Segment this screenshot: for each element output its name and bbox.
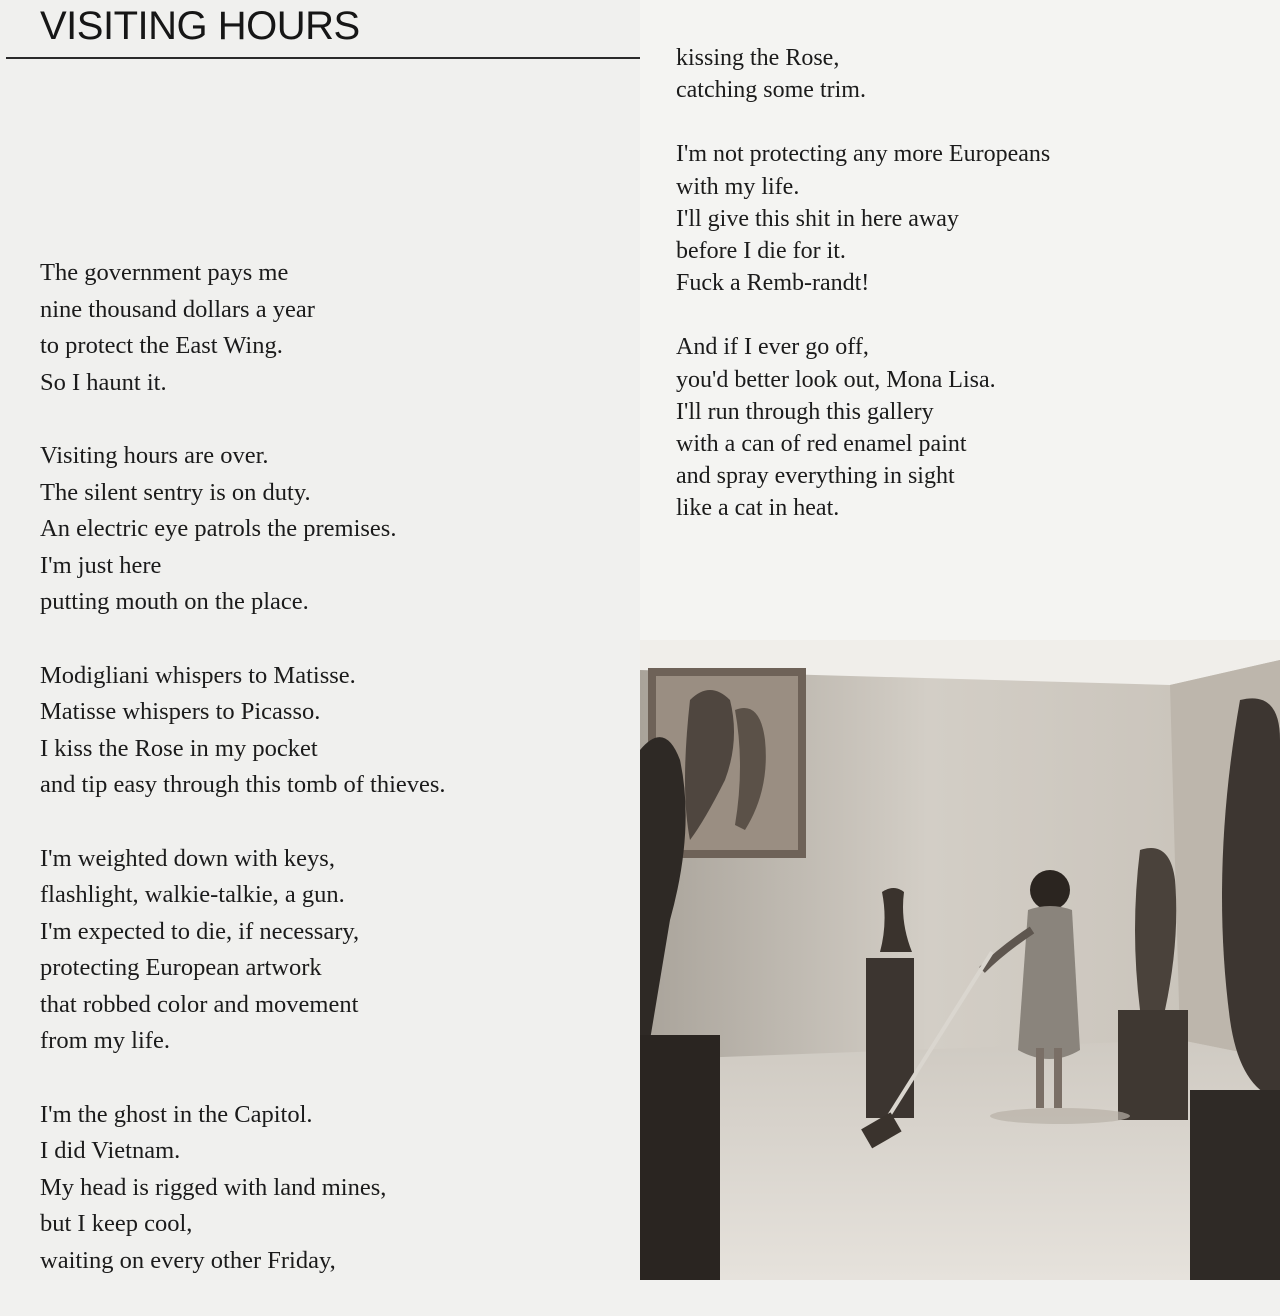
stanza — [40, 841, 446, 1060]
poem-line: from my life. — [40, 1027, 170, 1054]
poem-line: with my life. — [676, 173, 800, 200]
poem-title: VISITING HOURS — [40, 4, 360, 48]
stanza — [676, 42, 1050, 106]
poem-line: and tip easy through this tomb of thieves. — [40, 771, 446, 798]
poem-line: Modigliani whispers to Matisse. — [40, 661, 356, 689]
poem-line: And if I ever go off, — [676, 334, 869, 361]
poem-line: I'll give this shit in here away — [676, 205, 959, 232]
stanza — [40, 1097, 446, 1280]
poem-line: An electric eye patrols the premises. — [40, 515, 397, 542]
stanza — [676, 138, 1050, 299]
poem-line: before I die for it. — [676, 238, 846, 265]
poem-line: The government pays me — [40, 259, 289, 286]
poem-line: Visiting hours are over. — [40, 442, 269, 469]
poem-line: So I haunt it. — [40, 368, 167, 396]
poem-line: to protect the East Wing. — [40, 332, 283, 359]
poem-line: Matisse whispers to Picasso. — [40, 698, 321, 725]
poem-line: I'm not protecting any more Europeans — [676, 141, 1051, 168]
right-page — [640, 0, 1280, 640]
poem-line: protecting European artwork — [40, 954, 322, 981]
title-rule — [6, 57, 640, 59]
poem-line: I'm weighted down with keys, — [40, 844, 335, 872]
poem-line: catching some trim. — [676, 77, 866, 104]
poem-line: My head is rigged with land mines, — [40, 1173, 387, 1201]
poem-line: The silent sentry is on duty. — [40, 478, 311, 506]
stanza — [40, 658, 446, 804]
poem-line: kissing the Rose, — [676, 45, 840, 71]
poem-line: and spray everything in sight — [676, 463, 955, 490]
poem-line: but I keep cool, — [40, 1210, 193, 1237]
stanza — [40, 255, 446, 401]
museum-photo — [640, 640, 1280, 1280]
poem-line: I did Vietnam. — [40, 1137, 181, 1164]
poem-line: I kiss the Rose in my pocket — [40, 734, 318, 762]
poem-line: I'm the ghost in the Capitol. — [40, 1100, 313, 1128]
poem-line: with a can of red enamel paint — [676, 431, 967, 458]
poem-line: Fuck a Remb-randt! — [676, 270, 870, 297]
poem-line: putting mouth on the place. — [40, 588, 309, 615]
poem-line: like a cat in heat. — [676, 495, 840, 522]
museum-scene-icon — [640, 640, 1280, 1280]
poem-line: I'll run through this gallery — [676, 398, 934, 425]
poem-line: flashlight, walkie-talkie, a gun. — [40, 881, 345, 908]
poem-line: I'm expected to die, if necessary, — [40, 917, 360, 945]
left-page — [0, 0, 640, 1280]
poem-right-column — [676, 42, 1050, 557]
poem-line: you'd better look out, Mona Lisa. — [676, 366, 996, 393]
stanza — [676, 331, 1050, 524]
poem-line: that robbed color and movement — [40, 990, 359, 1018]
poem-line: waiting on every other Friday, — [40, 1246, 336, 1274]
poem-line: nine thousand dollars a year — [40, 295, 315, 323]
poem-left-column — [40, 255, 446, 1316]
poem-line: I'm just here — [40, 551, 162, 579]
stanza — [40, 438, 446, 621]
